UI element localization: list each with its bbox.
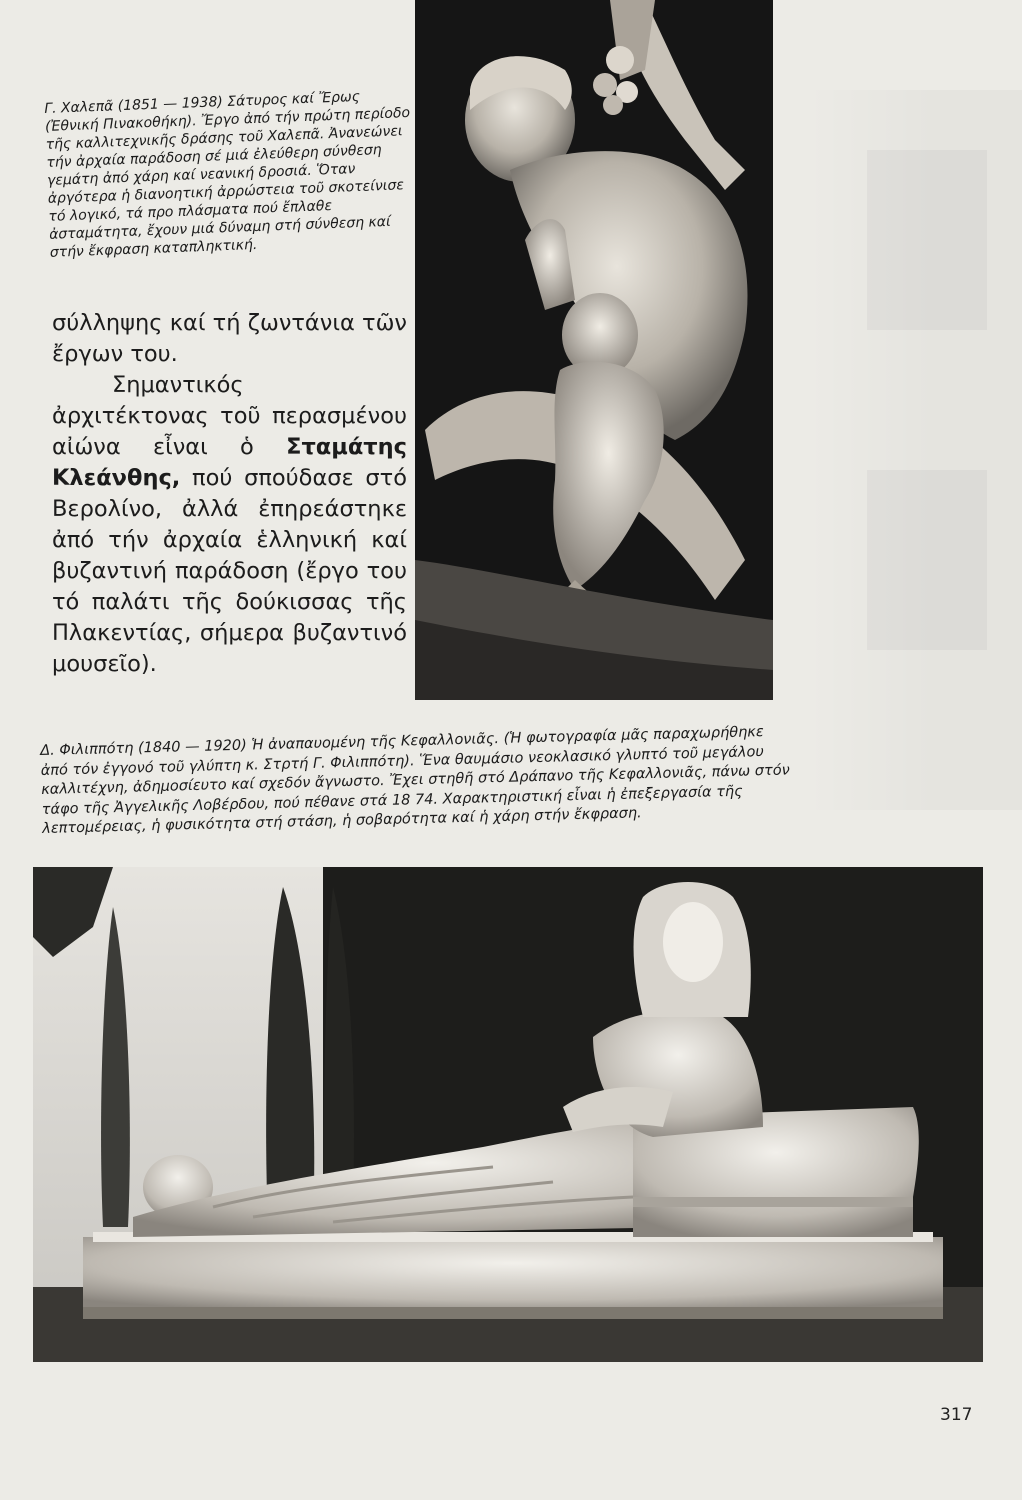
facing-page-bleed xyxy=(807,90,1022,810)
satyr-photo-caption: Γ. Χαλεπᾶ (1851 — 1938) Σάτυρος καί Ἔρως (Ἐθνική Πινακοθήκη). Ἔργο ἀπό τήν πρώτη περίοδο τῆς καλλιτεχνικῆς δράσης τοῦ Χαλεπᾶ. Ἀνανεώνει τήν ἀρχαία παράδοση σέ μιά ἐλεύθερη σύνθεση γεμάτη ἀπό χάρη καί νεανική δροσιά. Ὅταν ἀργότερα ἡ διανοητική ἀρρώστεια τοῦ σκοτείνισε τό λογικό, τά προ πλάσματα πού ἔπλαθε ἀσταμάτητα, ἔχουν μιά δύναμη στή σύνθεση καί στήν ἔκφραση καταπληκτική. xyxy=(44,88,411,261)
tomb-photo-caption: Δ. Φιλιππότη (1840 — 1920) Ἡ ἀναπαυομένη τῆς Κεφαλλονιᾶς. (Ἡ φωτογραφία μᾶς παραχωρήθηκε ἀπό τόν ἐγγονό τοῦ γλύπτη κ. Στρτή Γ. Φιλιππότη). Ἕνα θαυμάσιο νεοκλασικό γλυπτό τοῦ μεγάλου καλλιτέχνη, ἀδημοσίευτο καί σχεδόν ἄγνωστο. Ἔχει στηθῆ στό Δράπανο τῆς Κεφαλλονιᾶς, πάνω στόν τάφο τῆς Ἀγγελικῆς Λοβέρδου, πού πέθανε στά 18 74. Χαρακτηριστική εἶναι ἡ ἐπεξεργασία τῆς λεπτομέρειας, ἡ φυσικότητα στή στάση, ἡ σοβαρότητα καί ἡ χάρη στήν ἔκφραση. xyxy=(40,724,790,837)
paragraph-1: σύλληψης καί τή ζωντάνια τῶν ἔργων του. xyxy=(52,310,407,367)
main-text xyxy=(52,308,407,680)
reclining-figure-photo xyxy=(33,867,983,1362)
paragraph-2: Σημαντικός ἀρχιτέκτονας τοῦ περασμένου αἰώνα εἶναι ὁ Σταμάτης Κλεάνθης, πού σπούδασε στό Βερολίνο, ἀλλά ἐπηρεάστηκε ἀπό τήν ἀρχαία ἑλληνική καί βυζαντινή παράδοση (ἔργο του τό παλάτι τῆς δούκισσας τῆς Πλακεντίας, σήμερα βυζαντινό μουσεῖο). xyxy=(52,372,407,677)
satyr-eros-photo xyxy=(415,0,773,700)
architect-name: Σταμάτης Κλεάνθης, xyxy=(52,434,407,491)
page-number: 317 xyxy=(940,1405,973,1425)
